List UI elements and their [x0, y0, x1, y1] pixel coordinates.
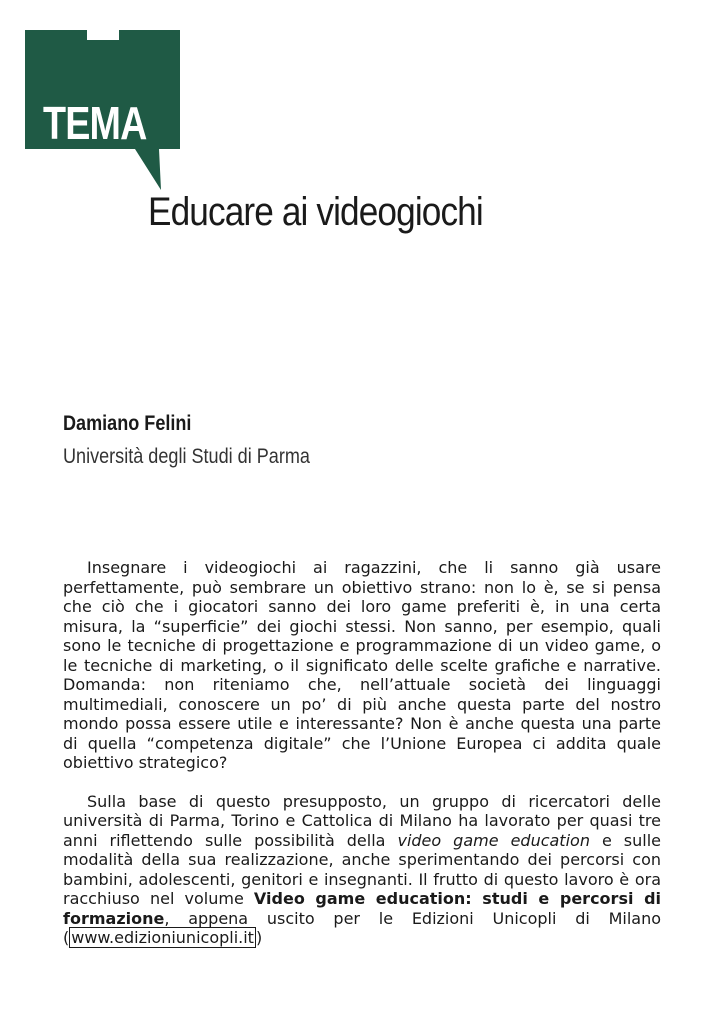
paragraph-2-text-c: , appena uscito per le Edizioni Unicopli di Milano (: [63, 908, 661, 947]
article-body: [63, 558, 661, 948]
paragraph-2-text-d: ): [255, 928, 263, 947]
article-title: Educare ai videogiochi: [148, 190, 483, 234]
tema-label: TEMA: [43, 97, 147, 149]
paragraph-2-text-b: e sulle modalità della sua realizzazione, anche sperimentando dei percorsi con bambini, adolescenti, genitori e insegnanti. Il frutto di questo lavoro è ora racchiuso nel volume: [63, 830, 662, 908]
author-affiliation: Università degli Studi di Parma: [63, 445, 310, 468]
author-name: Damiano Felini: [63, 412, 192, 435]
paragraph-2-text-a: Sulla base di questo presupposto, un gruppo di ricercatori delle università di Parma, Torino e Cattolica di Milano ha lavorato per quasi tre anni riflettendo sulle possibilità della: [63, 791, 661, 850]
paragraph-1: Insegnare i videogiochi ai ragazzini, che li sanno già usare perfettamente, può sembrare un obiettivo strano: non lo è, se si pensa che ciò che i giocatori sanno dei loro game preferiti è, in una certa misura, la “superficie” dei giochi stessi. Non sanno, per esempio, quali sono le tecniche di progettazione e programmazione di un video game, o le tecniche di marketing, o il significato delle scelte grafiche e narrative. Domanda: non riteniamo che, nell’attuale società dei linguaggi multimediali, conoscere un po’ di più anche questa parte del nostro mondo possa essere utile e interessante? Non è anche questa una parte di quella “competenza digitale” che l’Unione Europea ci addita quale obiettivo strategico?: [63, 558, 661, 772]
publisher-link[interactable]: www.edizioniunicopli.it: [71, 928, 254, 947]
tema-badge: [25, 30, 180, 190]
paragraph-2-italic: video game education: [397, 830, 590, 850]
paragraph-2: [63, 792, 661, 948]
book-title: Video game education: studi e percorsi di formazione: [63, 889, 662, 928]
